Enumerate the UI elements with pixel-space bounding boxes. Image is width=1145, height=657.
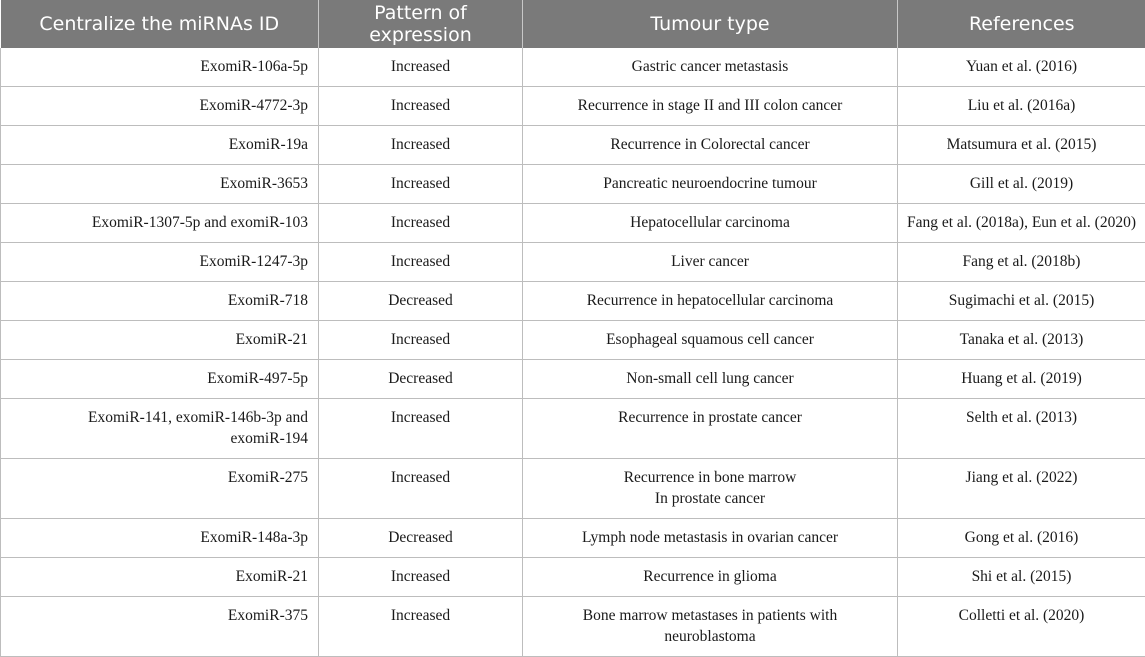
header-mirna-id: Centralize the miRNAs ID xyxy=(1,0,319,48)
table-row xyxy=(1,48,1145,87)
table-row xyxy=(1,321,1145,360)
cell-tumour-type: Recurrence in glioma xyxy=(523,558,898,597)
cell-mirna-id: ExomiR-718 xyxy=(1,282,319,321)
cell-tumour-type: Non-small cell lung cancer xyxy=(523,360,898,399)
cell-reference: Gill et al. (2019) xyxy=(898,165,1145,204)
cell-expression: Increased xyxy=(319,48,523,87)
cell-mirna-id: ExomiR-21 xyxy=(1,558,319,597)
table-row xyxy=(1,558,1145,597)
table-row xyxy=(1,126,1145,165)
cell-mirna-id: ExomiR-21 xyxy=(1,321,319,360)
cell-tumour-type: Recurrence in hepatocellular carcinoma xyxy=(523,282,898,321)
cell-reference: Fang et al. (2018b) xyxy=(898,243,1145,282)
table-row xyxy=(1,360,1145,399)
cell-expression: Increased xyxy=(319,243,523,282)
cell-tumour-type: Recurrence in Colorectal cancer xyxy=(523,126,898,165)
cell-mirna-id: ExomiR-275 xyxy=(1,459,319,519)
cell-tumour-type: Recurrence in stage II and III colon cancer xyxy=(523,87,898,126)
cell-reference: Tanaka et al. (2013) xyxy=(898,321,1145,360)
cell-expression: Increased xyxy=(319,459,523,519)
cell-tumour-type: Recurrence in bone marrow In prostate cancer xyxy=(523,459,898,519)
cell-reference: Liu et al. (2016a) xyxy=(898,87,1145,126)
cell-expression: Increased xyxy=(319,597,523,657)
cell-reference: Yuan et al. (2016) xyxy=(898,48,1145,87)
cell-expression: Decreased xyxy=(319,519,523,558)
cell-mirna-id: ExomiR-148a-3p xyxy=(1,519,319,558)
cell-mirna-id: ExomiR-1307-5p and exomiR-103 xyxy=(1,204,319,243)
cell-tumour-type: Gastric cancer metastasis xyxy=(523,48,898,87)
table-header xyxy=(1,0,1145,48)
cell-expression: Increased xyxy=(319,204,523,243)
cell-mirna-id: ExomiR-4772-3p xyxy=(1,87,319,126)
header-row xyxy=(1,0,1145,48)
cell-tumour-type: Bone marrow metastases in patients with neuroblastoma xyxy=(523,597,898,657)
cell-mirna-id: ExomiR-106a-5p xyxy=(1,48,319,87)
cell-tumour-type: Pancreatic neuroendocrine tumour xyxy=(523,165,898,204)
cell-mirna-id: ExomiR-375 xyxy=(1,597,319,657)
cell-tumour-type: Esophageal squamous cell cancer xyxy=(523,321,898,360)
cell-reference: Fang et al. (2018a), Eun et al. (2020) xyxy=(898,204,1145,243)
cell-tumour-type: Lymph node metastasis in ovarian cancer xyxy=(523,519,898,558)
table-row xyxy=(1,399,1145,459)
cell-tumour-type: Hepatocellular carcinoma xyxy=(523,204,898,243)
cell-reference: Shi et al. (2015) xyxy=(898,558,1145,597)
header-references: References xyxy=(898,0,1145,48)
cell-expression: Increased xyxy=(319,87,523,126)
cell-reference: Matsumura et al. (2015) xyxy=(898,126,1145,165)
cell-expression: Increased xyxy=(319,321,523,360)
header-tumour-type: Tumour type xyxy=(523,0,898,48)
cell-mirna-id: ExomiR-141, exomiR-146b-3p and exomiR-194 xyxy=(1,399,319,459)
table-row xyxy=(1,204,1145,243)
cell-reference: Gong et al. (2016) xyxy=(898,519,1145,558)
cell-expression: Decreased xyxy=(319,360,523,399)
table-row xyxy=(1,282,1145,321)
cell-reference: Selth et al. (2013) xyxy=(898,399,1145,459)
cell-reference: Huang et al. (2019) xyxy=(898,360,1145,399)
table-row xyxy=(1,165,1145,204)
cell-reference: Sugimachi et al. (2015) xyxy=(898,282,1145,321)
table-body xyxy=(1,48,1145,657)
cell-tumour-type: Recurrence in prostate cancer xyxy=(523,399,898,459)
cell-reference: Colletti et al. (2020) xyxy=(898,597,1145,657)
table-row xyxy=(1,87,1145,126)
cell-mirna-id: ExomiR-19a xyxy=(1,126,319,165)
cell-mirna-id: ExomiR-3653 xyxy=(1,165,319,204)
header-pattern-of-expression: Pattern of expression xyxy=(319,0,523,48)
cell-expression: Increased xyxy=(319,126,523,165)
cell-mirna-id: ExomiR-1247-3p xyxy=(1,243,319,282)
cell-reference: Jiang et al. (2022) xyxy=(898,459,1145,519)
table-row xyxy=(1,597,1145,657)
table-row xyxy=(1,243,1145,282)
cell-expression: Increased xyxy=(319,165,523,204)
cell-expression: Decreased xyxy=(319,282,523,321)
table-row xyxy=(1,459,1145,519)
cell-expression: Increased xyxy=(319,399,523,459)
cell-expression: Increased xyxy=(319,558,523,597)
cell-tumour-type: Liver cancer xyxy=(523,243,898,282)
table-row xyxy=(1,519,1145,558)
cell-mirna-id: ExomiR-497-5p xyxy=(1,360,319,399)
